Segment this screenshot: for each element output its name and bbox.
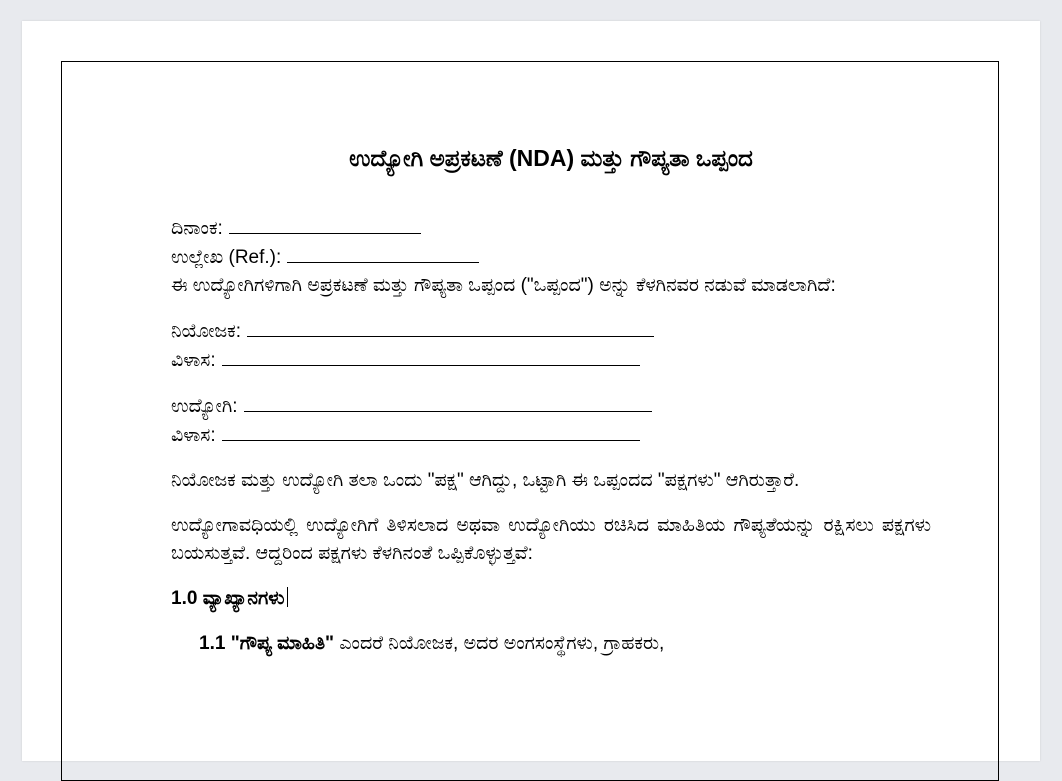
ref-field xyxy=(171,243,931,272)
text-cursor xyxy=(287,587,288,607)
employer-address-label: ವಿಳಾಸ: xyxy=(171,350,216,371)
employer-field xyxy=(171,317,931,346)
definition-item xyxy=(199,630,931,658)
definition-term: 1.1 "ಗೌಪ್ಯ ಮಾಹಿತಿ" xyxy=(199,633,335,654)
date-label: ದಿನಾಂಕ: xyxy=(171,218,223,239)
definition-text: ಎಂದರೆ ನಿಯೋಜಕ, ಅದರ ಅಂಗಸಂಸ್ಥೆಗಳು, ಗ್ರಾಹಕರು, xyxy=(334,633,665,654)
employee-blank-line xyxy=(244,392,652,412)
employee-address-field xyxy=(171,421,931,450)
document-body[interactable] xyxy=(171,142,931,658)
employer-address-blank-line xyxy=(222,346,640,366)
parties-paragraph: ನಿಯೋಜಕ ಮತ್ತು ಉದ್ಯೋಗಿ ತಲಾ ಒಂದು "ಪಕ್ಷ" ಆಗಿದ್ದು, ಒಟ್ಟಾಗಿ ಈ ಒಪ್ಪಂದದ "ಪಕ್ಷಗಳು" ಆಗಿರುತ್ತಾರೆ. xyxy=(171,470,800,491)
employee-address-label: ವಿಳಾಸ: xyxy=(171,425,216,446)
employee-address-blank-line xyxy=(222,421,640,441)
ref-label: ಉಲ್ಲೇಖ (Ref.): xyxy=(171,247,282,268)
section-heading-definitions xyxy=(171,585,931,613)
ref-blank-line xyxy=(287,243,479,263)
date-blank-line xyxy=(229,214,421,234)
section-heading-text: 1.0 ವ್ಯಾಖ್ಯಾನಗಳು xyxy=(171,588,285,609)
intro-paragraph: ಈ ಉದ್ಯೋಗಿಗಳಿಗಾಗಿ ಅಪ್ರಕಟಣೆ ಮತ್ತು ಗೌಪ್ಯತಾ ಒಪ್ಪಂದ ("ಒಪ್ಪಂದ") ಅನ್ನು ಕೆಳಗಿನವರ ನಡುವೆ ಮಾಡಲಾಗಿದೆ: xyxy=(171,275,836,296)
employer-address-field xyxy=(171,346,931,375)
employee-field xyxy=(171,392,931,421)
date-field xyxy=(171,214,931,243)
purpose-paragraph: ಉದ್ಯೋಗಾವಧಿಯಲ್ಲಿ ಉದ್ಯೋಗಿಗೆ ತಿಳಿಸಲಾದ ಅಥವಾ ಉದ್ಯೋಗಿಯು ರಚಿಸಿದ ಮಾಹಿತಿಯ ಗೌಪ್ಯತೆಯನ್ನು ರಕ್ಷಿಸಲು ಪಕ್ಷಗಳು ಬಯಸುತ್ತವೆ. ಆದ್ದರಿಂದ ಪಕ್ಷಗಳು ಕೆಳಗಿನಂತೆ ಒಪ್ಪಿಕೊಳ್ಳುತ್ತವೆ: xyxy=(171,515,931,564)
document-page xyxy=(22,21,1040,761)
employer-blank-line xyxy=(247,317,654,337)
employee-label: ಉದ್ಯೋಗಿ: xyxy=(171,396,238,417)
employee-block xyxy=(171,392,931,450)
document-title: ಉದ್ಯೋಗಿ ಅಪ್ರಕಟಣೆ (NDA) ಮತ್ತು ಗೌಪ್ಯತಾ ಒಪ್ಪಂದ xyxy=(349,145,753,171)
employer-label: ನಿಯೋಜಕ: xyxy=(171,321,242,342)
employer-block xyxy=(171,317,931,375)
